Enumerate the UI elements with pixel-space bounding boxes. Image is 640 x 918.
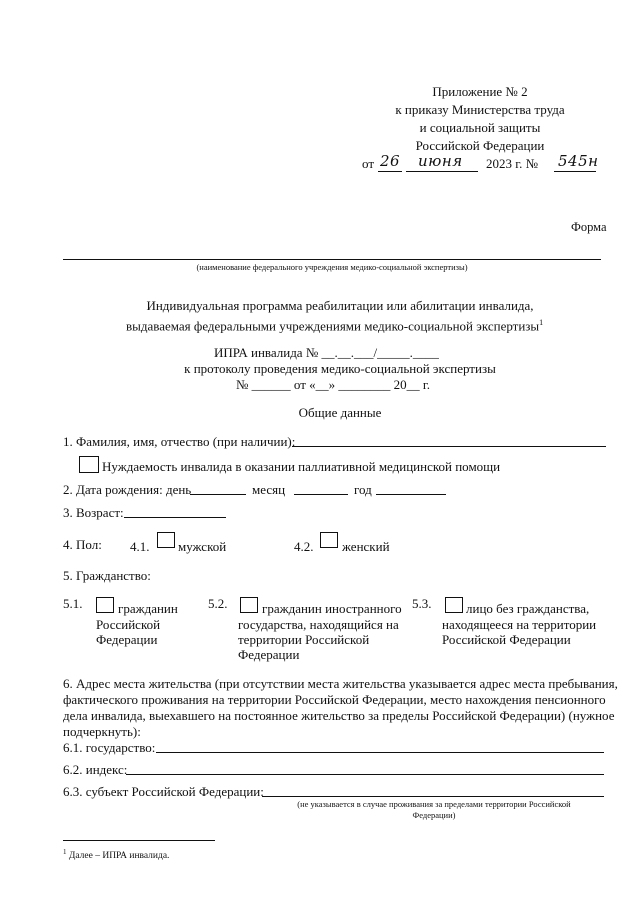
footnote xyxy=(63,846,169,863)
order-date-prefix: от xyxy=(362,156,375,171)
footnote-ref: 1 xyxy=(539,318,544,327)
section-title: Общие данные xyxy=(298,405,382,420)
foreign-citizen-checkbox[interactable] xyxy=(240,597,258,613)
program-title-text: выдаваемая федеральными учреждениями медико-социальной экспертизы xyxy=(126,318,540,334)
sex-female-checkbox[interactable] xyxy=(320,532,338,548)
sex-female-number: 4.2. xyxy=(294,539,314,554)
age-label: 3. Возраст: xyxy=(63,505,124,520)
address-instructions-line1: 6. Адрес места жительства (при отсутствии места жительства указывается адрес места пребывания, xyxy=(63,676,618,691)
stateless-label-line3: Российской Федерации xyxy=(442,632,571,647)
appendix-federation-line: Российской Федерации xyxy=(415,138,545,153)
foreign-citizen-label-line3: территории Российской xyxy=(238,632,370,647)
birth-day-label: 2. Дата рождения: день xyxy=(63,482,192,497)
palliative-label: Нуждаемость инвалида в оказании паллиативной медицинской помощи xyxy=(102,459,501,474)
full-name-input[interactable] xyxy=(292,446,606,447)
birth-year-label: год xyxy=(354,482,372,497)
foreign-citizen-label-line4: Федерации xyxy=(238,647,300,662)
region-label: 6.3. субъект Российской Федерации: xyxy=(63,784,264,799)
citizen-rf-checkbox[interactable] xyxy=(96,597,114,613)
citizen-rf-label-line1: гражданин xyxy=(118,601,178,616)
region-note-line1: (не указывается в случае проживания за пределами территории Российской xyxy=(297,799,571,809)
protocol-line: к протоколу проведения медико-социальной экспертизы xyxy=(184,361,496,376)
citizen-rf-label-line3: Федерации xyxy=(96,632,158,647)
postal-index-label: 6.2. индекс: xyxy=(63,762,128,777)
form-label: Форма xyxy=(571,220,607,234)
sex-male-label: мужской xyxy=(178,539,227,554)
program-title-line1: Индивидуальная программа реабилитации или абилитации инвалида, xyxy=(146,298,534,313)
footnote-text: Далее – ИПРА инвалида. xyxy=(68,851,170,862)
foreign-citizen-number: 5.2. xyxy=(208,596,228,611)
citizenship-label: 5. Гражданство: xyxy=(63,568,151,583)
program-title-line2 xyxy=(126,315,606,334)
citizen-rf-number: 5.1. xyxy=(63,596,83,611)
address-instructions-line3: дела инвалида, выехавшего на постоянное жительство за пределы Российской Федерации) (нужное xyxy=(63,708,615,723)
birth-year-input[interactable] xyxy=(376,494,446,495)
stateless-label-line2: находящееся на территории xyxy=(442,617,597,632)
birth-day-input[interactable] xyxy=(190,494,246,495)
protocol-number-line[interactable]: № ______ от «__» ________ 20__ г. xyxy=(236,377,431,392)
order-date-month: июня xyxy=(418,152,463,170)
sex-male-number: 4.1. xyxy=(130,539,150,554)
address-instructions-line4: подчеркнуть): xyxy=(63,724,141,739)
age-input[interactable] xyxy=(124,517,226,518)
sex-label: 4. Пол: xyxy=(63,537,102,552)
country-label: 6.1. государство: xyxy=(63,740,156,755)
country-input[interactable] xyxy=(156,752,604,753)
foreign-citizen-label-line1: гражданин иностранного xyxy=(262,601,402,616)
order-date-day: 26 xyxy=(380,152,401,170)
region-note-line2: Федерации) xyxy=(412,810,456,820)
foreign-citizen-label-line2: государства, находящийся на xyxy=(238,617,399,632)
institution-name-line[interactable] xyxy=(63,259,601,260)
citizen-rf-label-line2: Российской xyxy=(96,617,161,632)
order-date-line xyxy=(362,152,602,176)
appendix-title: Приложение № 2 xyxy=(432,84,528,99)
order-number: 545н xyxy=(558,152,599,170)
appendix-order-line: к приказу Министерства труда xyxy=(395,102,565,117)
birth-month-label: месяц xyxy=(252,482,286,497)
institution-caption: (наименование федерального учреждения медико-социальной экспертизы) xyxy=(196,262,468,272)
address-instructions-line2: фактического проживания на территории Российской Федерации, место нахождения пенсионного xyxy=(63,692,606,707)
order-date-year: 2023 г. № xyxy=(486,156,539,171)
palliative-checkbox[interactable] xyxy=(79,456,99,473)
stateless-number: 5.3. xyxy=(412,596,432,611)
postal-index-input[interactable] xyxy=(126,774,604,775)
region-input[interactable] xyxy=(262,796,604,797)
stateless-checkbox[interactable] xyxy=(445,597,463,613)
appendix-ministry-line: и социальной защиты xyxy=(419,120,541,135)
footnote-divider xyxy=(63,840,215,841)
sex-female-label: женский xyxy=(342,539,390,554)
ipra-number-line[interactable]: ИПРА инвалида № __.__.___/_____.____ xyxy=(214,345,439,360)
sex-male-checkbox[interactable] xyxy=(157,532,175,548)
full-name-label: 1. Фамилия, имя, отчество (при наличии): xyxy=(63,434,296,449)
birth-month-input[interactable] xyxy=(294,494,348,495)
footnote-mark: 1 xyxy=(63,848,67,856)
stateless-label-line1: лицо без гражданства, xyxy=(466,601,590,616)
